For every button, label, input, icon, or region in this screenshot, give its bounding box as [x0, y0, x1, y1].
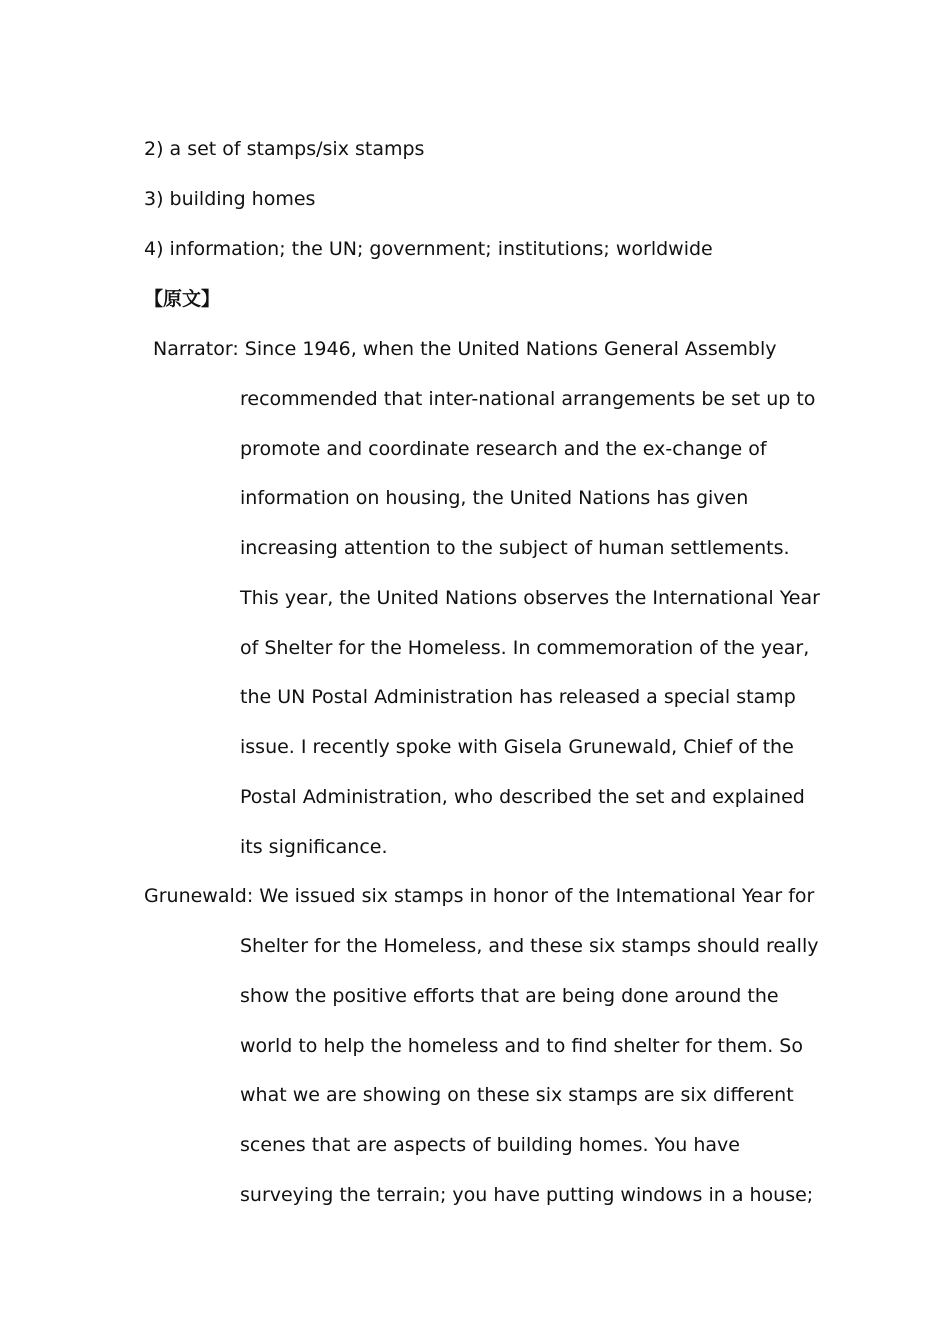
narrator-line: of Shelter for the Homeless. In commemoration of the year, — [240, 637, 810, 659]
grunewald-line: what we are showing on these six stamps are six different — [240, 1084, 794, 1106]
grunewald-line: show the positive efforts that are being done around the — [240, 985, 779, 1007]
narrator-line: issue. I recently spoke with Gisela Grunewald, Chief of the — [240, 736, 794, 758]
grunewald-line: Grunewald: We issued six stamps in honor of the Intemational Year for — [144, 885, 815, 907]
section-heading: 【原文】 — [144, 288, 221, 310]
grunewald-line: surveying the terrain; you have putting windows in a house; — [240, 1184, 814, 1206]
answer-2: 2) a set of stamps/six stamps — [144, 138, 425, 160]
narrator-line: its significance. — [240, 836, 388, 858]
narrator-line: Narrator: Since 1946, when the United Nations General Assembly — [153, 338, 777, 360]
answer-4: 4) information; the UN; government; institutions; worldwide — [144, 238, 713, 260]
grunewald-line: Shelter for the Homeless, and these six stamps should really — [240, 935, 819, 957]
grunewald-line: world to help the homeless and to find shelter for them. So — [240, 1035, 803, 1057]
narrator-line: recommended that inter-national arrangements be set up to — [240, 388, 816, 410]
grunewald-line: scenes that are aspects of building homes. You have — [240, 1134, 740, 1156]
narrator-line: information on housing, the United Nations has given — [240, 487, 749, 509]
answer-3: 3) building homes — [144, 188, 316, 210]
narrator-line: increasing attention to the subject of human settlements. — [240, 537, 790, 559]
narrator-line: promote and coordinate research and the ex-change of — [240, 438, 767, 460]
narrator-line: Postal Administration, who described the set and explained — [240, 786, 805, 808]
narrator-line: the UN Postal Administration has released a special stamp — [240, 686, 796, 708]
narrator-line: This year, the United Nations observes the International Year — [240, 587, 820, 609]
